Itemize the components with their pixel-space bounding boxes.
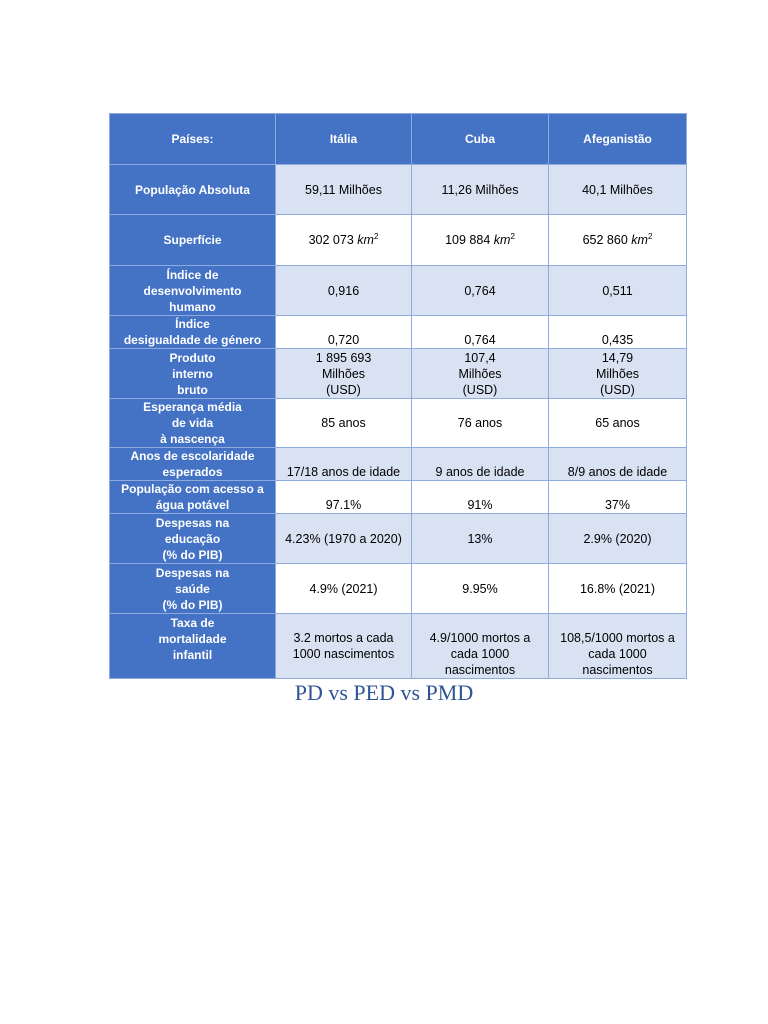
row-educacao bbox=[110, 514, 687, 564]
cell-value: 76 anos bbox=[412, 399, 549, 448]
row-esperanca bbox=[110, 399, 687, 448]
cell-value: 40,1 Milhões bbox=[549, 165, 687, 215]
header-label: Países: bbox=[110, 114, 276, 165]
row-label: Despesas na educação (% do PIB) bbox=[110, 514, 276, 564]
country-afeganistao: Afeganistão bbox=[549, 114, 687, 165]
row-label: Superfície bbox=[110, 215, 276, 266]
row-label: Esperança média de vida à nascença bbox=[110, 399, 276, 448]
row-idh bbox=[110, 266, 687, 316]
cell-value: 4.9/1000 mortos a cada 1000 nascimentos bbox=[412, 614, 549, 679]
cell-value: 91% bbox=[412, 481, 549, 514]
cell-value: 107,4 Milhões (USD) bbox=[412, 349, 549, 399]
cell-value: 0,435 bbox=[549, 316, 687, 349]
cell-value: 9.95% bbox=[412, 564, 549, 614]
cell-value: 109 884 $km^2$ bbox=[412, 215, 549, 266]
cell-value: 0,764 bbox=[412, 266, 549, 316]
caption-title: PD vs PED vs PMD bbox=[294, 680, 474, 705]
row-label: População Absoluta bbox=[110, 165, 276, 215]
cell-value: 302 073 $km^2$ bbox=[276, 215, 412, 266]
country-cuba: Cuba bbox=[412, 114, 549, 165]
cell-value: 1 895 693 Milhões (USD) bbox=[276, 349, 412, 399]
cell-value: 0,916 bbox=[276, 266, 412, 316]
row-escolaridade bbox=[110, 448, 687, 481]
header-row bbox=[110, 114, 687, 165]
cell-value: 13% bbox=[412, 514, 549, 564]
cell-value: 17/18 anos de idade bbox=[276, 448, 412, 481]
cell-value: 0,764 bbox=[412, 316, 549, 349]
row-label: Anos de escolaridade esperados bbox=[110, 448, 276, 481]
cell-value: 97.1% bbox=[276, 481, 412, 514]
row-superficie bbox=[110, 215, 687, 266]
cell-value: 16.8% (2021) bbox=[549, 564, 687, 614]
cell-value: 0,720 bbox=[276, 316, 412, 349]
row-saude bbox=[110, 564, 687, 614]
row-label: Índice desigualdade de género bbox=[110, 316, 276, 349]
cell-value: 108,5/1000 mortos a cada 1000 nascimentos bbox=[549, 614, 687, 679]
row-label: População com acesso a água potável bbox=[110, 481, 276, 514]
row-label: Produto interno bruto bbox=[110, 349, 276, 399]
row-label: Índice de desenvolvimento humano bbox=[110, 266, 276, 316]
cell-value: 37% bbox=[549, 481, 687, 514]
cell-value: 2.9% (2020) bbox=[549, 514, 687, 564]
cell-value: 11,26 Milhões bbox=[412, 165, 549, 215]
cell-value: 85 anos bbox=[276, 399, 412, 448]
cell-value: 9 anos de idade bbox=[412, 448, 549, 481]
cell-value: 3.2 mortos a cada 1000 nascimentos bbox=[276, 614, 412, 679]
cell-value: 59,11 Milhões bbox=[276, 165, 412, 215]
row-agua bbox=[110, 481, 687, 514]
row-mortalidade bbox=[110, 614, 687, 679]
row-label: Taxa de mortalidade infantil bbox=[110, 614, 276, 679]
cell-value: 4.23% (1970 a 2020) bbox=[276, 514, 412, 564]
row-pib bbox=[110, 349, 687, 399]
cell-value: 4.9% (2021) bbox=[276, 564, 412, 614]
comparison-table bbox=[109, 113, 687, 679]
country-italia: Itália bbox=[276, 114, 412, 165]
cell-value: 652 860 $km^2$ bbox=[549, 215, 687, 266]
row-desigualdade bbox=[110, 316, 687, 349]
cell-value: 0,511 bbox=[549, 266, 687, 316]
cell-value: 14,79 Milhões (USD) bbox=[549, 349, 687, 399]
cell-value: 65 anos bbox=[549, 399, 687, 448]
row-label: Despesas na saúde (% do PIB) bbox=[110, 564, 276, 614]
row-populacao bbox=[110, 165, 687, 215]
cell-value: 8/9 anos de idade bbox=[549, 448, 687, 481]
